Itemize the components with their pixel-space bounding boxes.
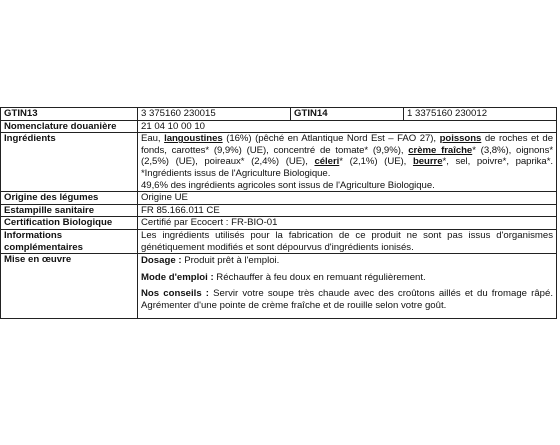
allergen-ingredient: céleri xyxy=(314,156,340,168)
allergen-ingredient: beurre xyxy=(412,156,443,168)
certification-value: Certifié par Ecocert : FR-BIO-01 xyxy=(138,217,557,230)
ingredients-bio-note: 49,6% des ingrédients agricoles sont issus de l'Agriculture Biologique. xyxy=(141,179,435,191)
conseils-label: Nos conseils : xyxy=(141,288,210,300)
informations-row xyxy=(1,229,557,253)
gtin13-label: GTIN13 xyxy=(1,108,138,121)
dosage-label: Dosage : xyxy=(141,255,182,267)
ingredient-text: (16%) (pêché en Atlantique Nord Est – FAO 27), xyxy=(222,133,440,145)
mise-label: Mise en œuvre xyxy=(1,254,138,318)
origine-value: Origine UE xyxy=(138,192,557,205)
ingredient-text: * (2,1%) (UE), xyxy=(339,156,413,168)
mise-value xyxy=(138,254,557,318)
origine-label: Origine des légumes xyxy=(1,192,138,205)
estampille-value: FR 85.166.011 CE xyxy=(138,204,557,217)
ingredient-text: * (3,8%), oignons* (2,5%) (UE), poireaux* (2,4%) (UE), xyxy=(141,144,553,168)
allergen-ingredient: poissons xyxy=(439,133,482,145)
ingredient-text: *, sel, poivre*, paprika*. *Ingrédients issus de l'Agriculture Biologique. xyxy=(141,156,554,179)
dosage-text: Produit prêt à l'emploi. xyxy=(181,255,280,267)
gtin-row xyxy=(1,108,557,121)
certification-label: Certification Biologique xyxy=(1,217,138,230)
ingredient-text: de roches et de fonds, carottes* (9,9%) (UE), concentré de tomate* (9,9%), xyxy=(141,133,553,156)
product-spec-table xyxy=(0,107,557,319)
allergen-ingredient: langoustines xyxy=(164,133,223,145)
mise-row xyxy=(1,254,557,318)
ingredients-label: Ingrédients xyxy=(1,133,138,192)
conseils-text: Servir votre soupe très chaude avec des croûtons aillés et du fromage râpé. Agrémenter d'une pointe de crème fraîche et de rouille selon votre goût. xyxy=(141,288,554,311)
estampille-label: Estampille sanitaire xyxy=(1,204,138,217)
estampille-row xyxy=(1,204,557,217)
mode-text: Réchauffer à feu doux en remuant régulièrement. xyxy=(213,271,426,283)
ingredients-list xyxy=(141,133,553,179)
certification-row xyxy=(1,217,557,230)
nomenclature-label: Nomenclature douanière xyxy=(1,120,138,133)
allergen-ingredient: crème fraîche xyxy=(408,144,473,156)
ingredients-value xyxy=(138,133,557,192)
gtin14-value: 1 3375160 230012 xyxy=(404,108,557,121)
gtin14-label: GTIN14 xyxy=(291,108,404,121)
ingredients-row xyxy=(1,133,557,192)
nomenclature-value: 21 04 10 00 10 xyxy=(138,120,557,133)
mode-line xyxy=(141,272,553,284)
mode-label: Mode d'emploi : xyxy=(141,271,214,283)
ingredient-text: Eau, xyxy=(141,133,165,145)
dosage-line xyxy=(141,255,553,267)
gtin13-value: 3 375160 230015 xyxy=(138,108,291,121)
nomenclature-row xyxy=(1,120,557,133)
origine-row xyxy=(1,192,557,205)
informations-label: Informations complémentaires xyxy=(1,229,138,253)
informations-value: Les ingrédients utilisés pour la fabrication de ce produit ne sont pas issus d'organismes génétiquement modifiés et sont dépourvus d'ingrédients ionisés. xyxy=(138,229,557,253)
conseils-line xyxy=(141,288,553,311)
